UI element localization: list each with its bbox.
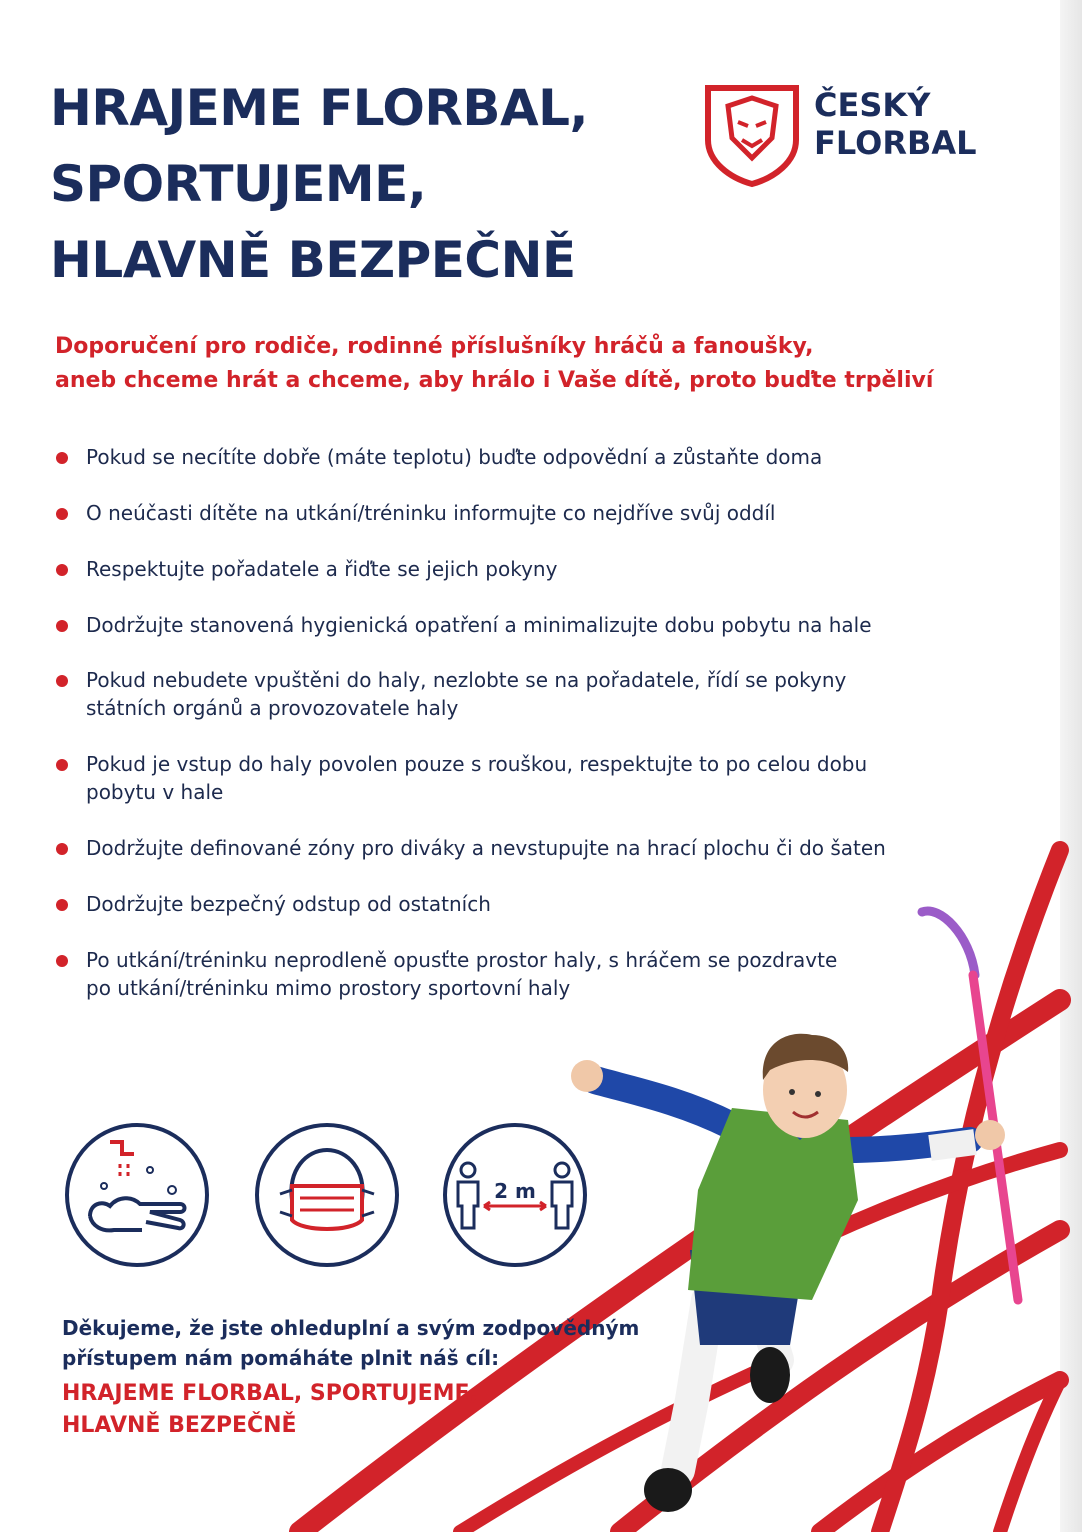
safety-icons (62, 1120, 602, 1270)
title-line: HRAJEME FLORBAL, (50, 79, 589, 137)
player-head (763, 1034, 848, 1138)
logo-text-line: FLORBAL (814, 124, 977, 162)
subtitle-line: aneb chceme hrát a chceme, aby hrálo i Vaše dítě, proto buďte trpěliví (55, 368, 934, 393)
lion-shield-icon (702, 80, 802, 188)
bullet-dot (56, 899, 68, 911)
bullet-dot (56, 843, 68, 855)
list-item-text: O neúčasti dítěte na utkání/tréninku informujte co nejdříve svůj oddíl (86, 501, 776, 525)
logo-wordmark (814, 86, 977, 162)
list-item-text: Respektujte pořadatele a řiďte se jejich pokyny (86, 557, 558, 581)
bullet-dot (56, 508, 68, 520)
motto-line: HRAJEME FLORBAL, SPORTUJEME, (62, 1381, 478, 1406)
list-item-text: Dodržujte stanovená hygienická opatření a minimalizujte dobu pobytu na hale (86, 613, 872, 637)
logo-text-line: ČESKÝ (814, 86, 931, 124)
list-item-text: Pokud se necítíte dobře (máte teplotu) buďte odpovědní a zůstaňte doma (86, 445, 823, 469)
subtitle-line: Doporučení pro rodiče, rodinné příslušníky hráčů a fanoušky, (55, 334, 814, 359)
thanks-message (62, 1313, 639, 1373)
thanks-motto (62, 1378, 478, 1442)
cesky-florbal-logo (702, 80, 992, 190)
list-item-text: Dodržujte bezpečný odstup od ostatních (86, 892, 491, 916)
distance-icon (440, 1120, 590, 1270)
face-mask-icon (252, 1120, 402, 1270)
list-item-text: Pokud nebudete vpuštěni do haly, nezlobte se na pořadatele, řídí se pokyny státních orgánů a provozovatele haly (86, 668, 847, 720)
list-item-text: Po utkání/tréninku neprodleně opusťte prostor haly, s hráčem se pozdravte po utkání/tréninku mimo prostory sportovní haly (86, 948, 838, 1000)
title-line: HLAVNĚ BEZPEČNĚ (50, 231, 576, 289)
player-bib (688, 1108, 858, 1300)
motto-line: HLAVNĚ BEZPEČNĚ (62, 1413, 297, 1438)
bullet-dot (56, 452, 68, 464)
list-item-text: Dodržujte definované zóny pro diváky a nevstupujte na hrací plochu či do šaten (86, 836, 886, 860)
title-line: SPORTUJEME, (50, 155, 427, 213)
bullet-dot (56, 675, 68, 687)
thanks-line: přístupem nám pomáháte plnit náš cíl: (62, 1346, 500, 1370)
distance-label: 2 m (494, 1179, 536, 1203)
subtitle (55, 330, 933, 398)
list-item-text: Pokud je vstup do haly povolen pouze s rouškou, respektujte to po celou dobu pobytu v hale (86, 752, 868, 804)
bullet-dot (56, 564, 68, 576)
page-title (50, 70, 588, 298)
bullet-dot (56, 759, 68, 771)
bullet-dot (56, 955, 68, 967)
hand-washing-icon (62, 1120, 212, 1270)
thanks-line: Děkujeme, že jste ohleduplní a svým zodpovědným (62, 1316, 640, 1340)
bullet-dot (56, 620, 68, 632)
